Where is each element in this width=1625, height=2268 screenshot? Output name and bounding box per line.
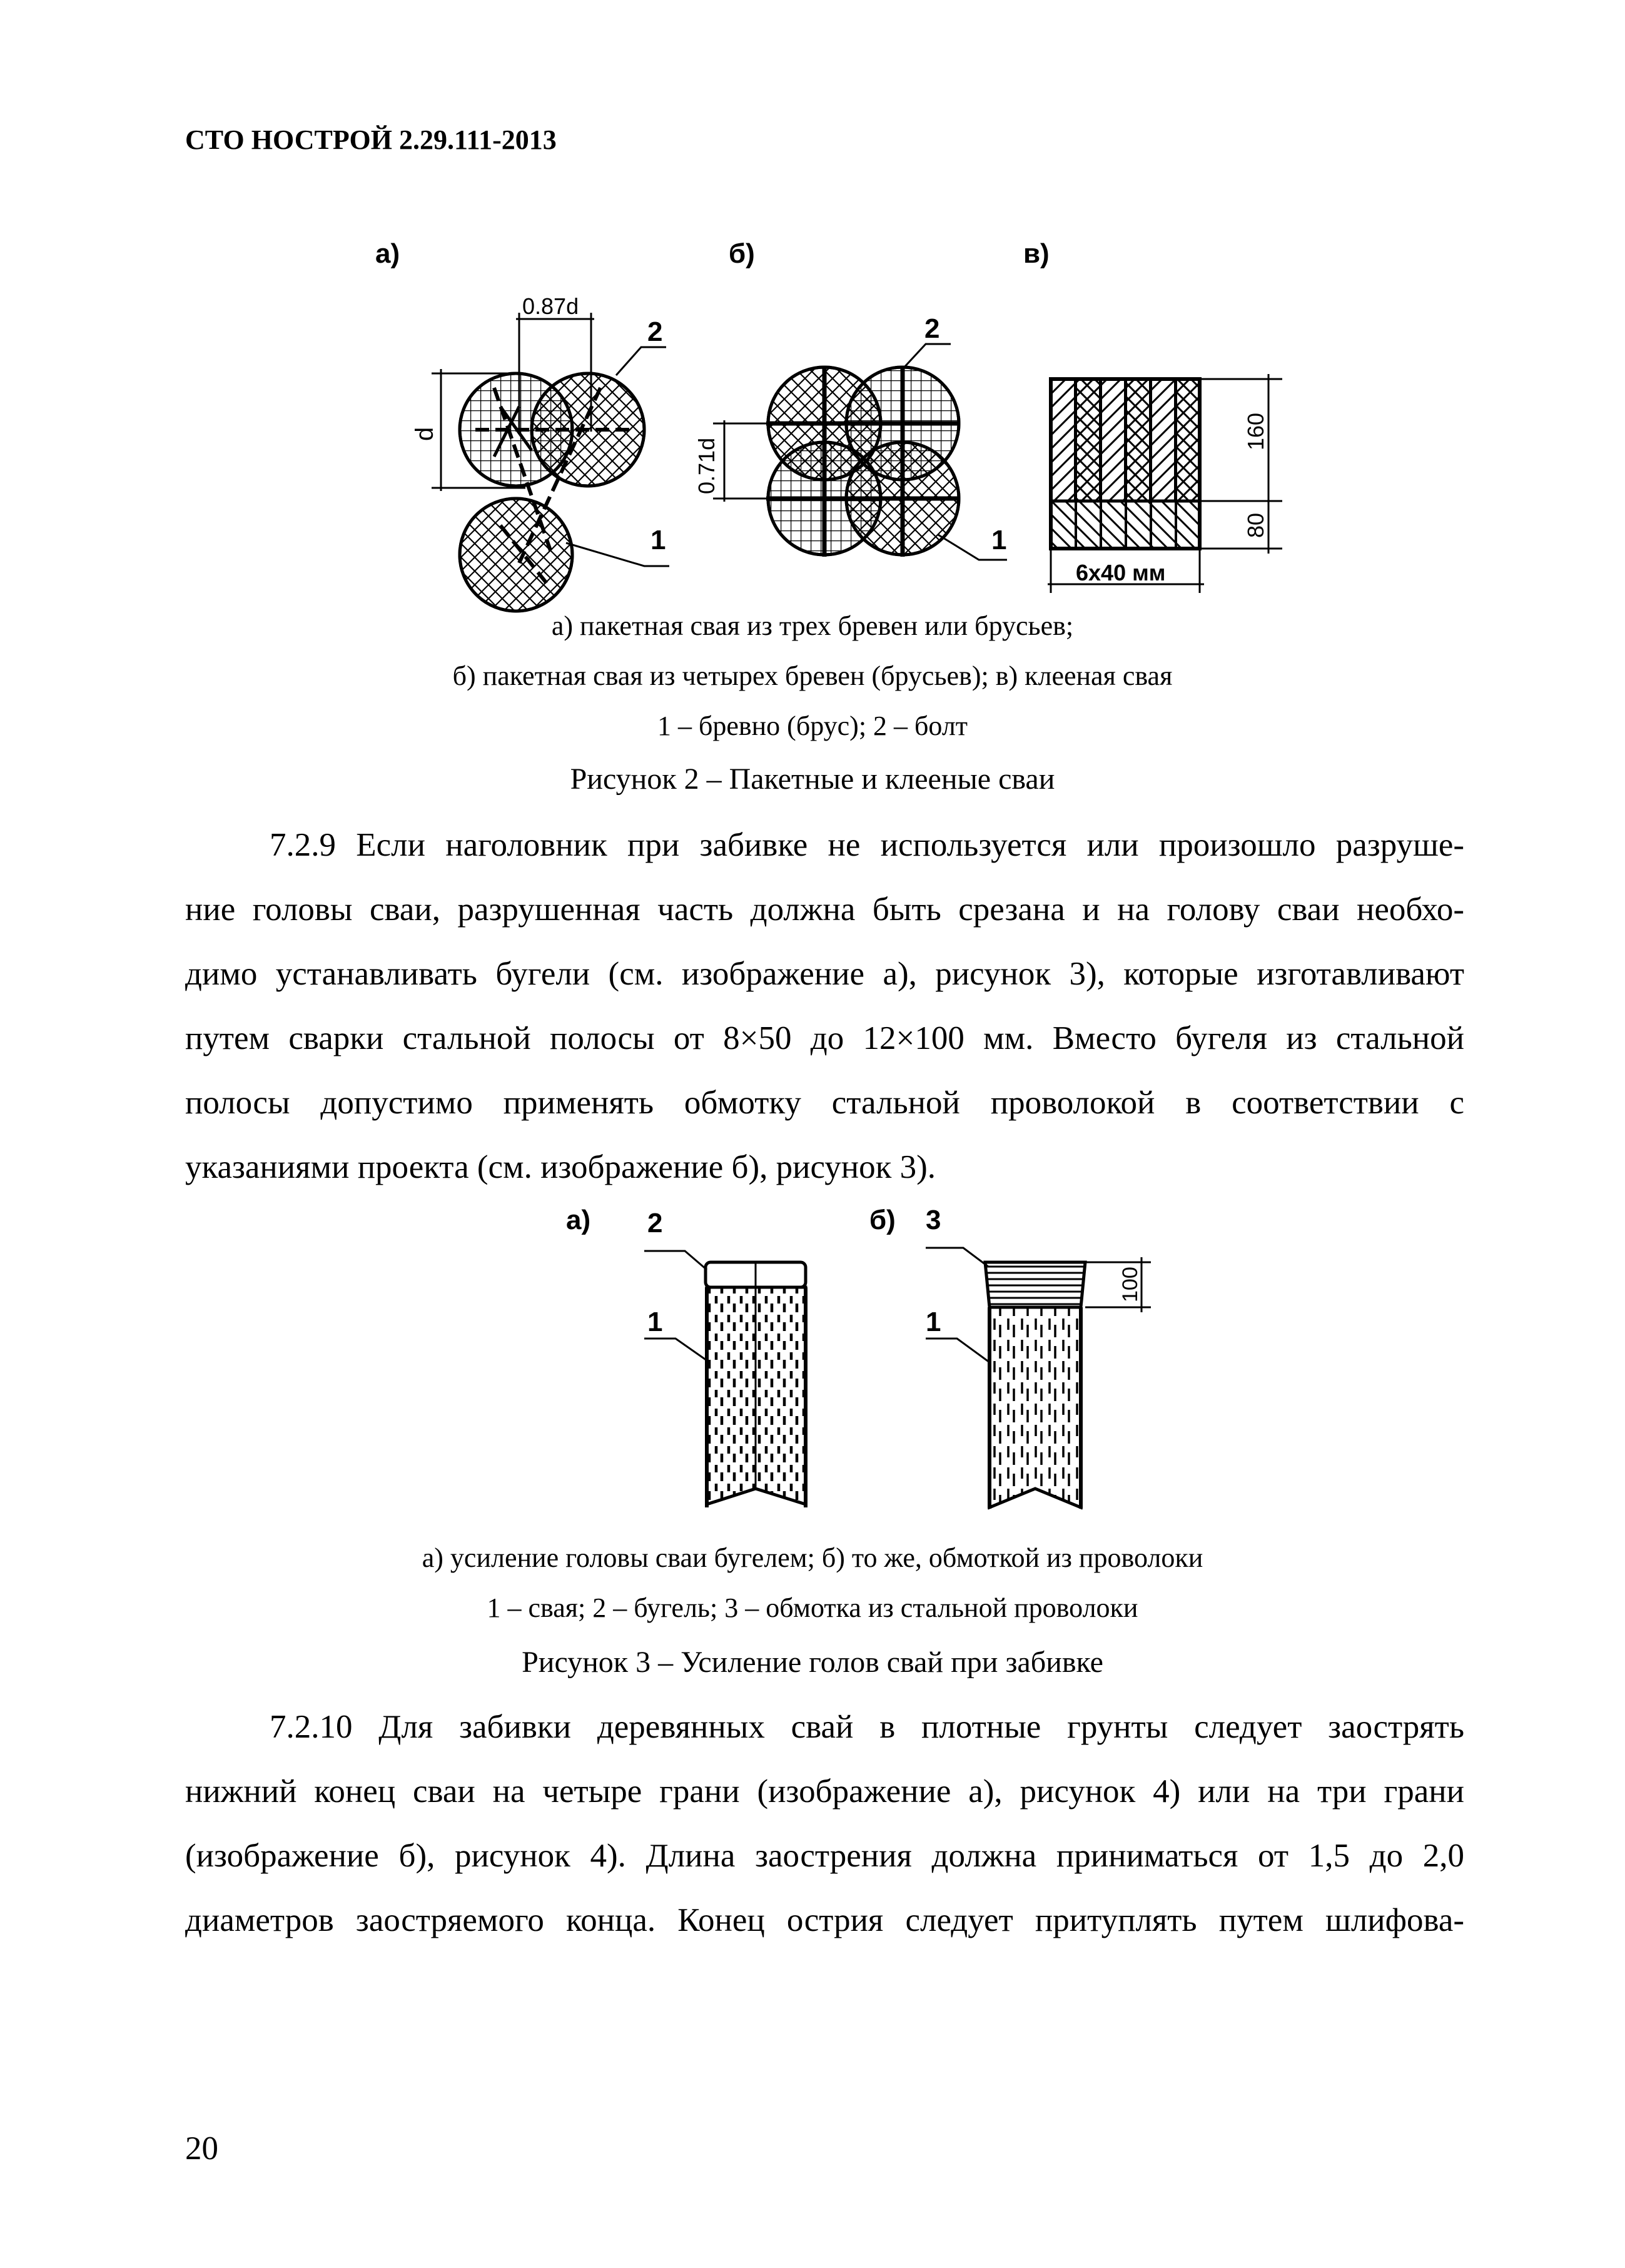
- fig3b-dim-100: 100: [1118, 1267, 1142, 1302]
- fig2-label-b: б): [729, 238, 755, 269]
- paragraph-line: 7.2.9 Если наголовник при забивке не используется или произошло разруше-: [270, 827, 1464, 863]
- fig2a-dim-diameter: d: [411, 427, 438, 441]
- fig2-label-c: в): [1023, 238, 1050, 269]
- paragraph-line: полосы допустимо применять обмотку стальной проволокой в соответствии с: [185, 1085, 1464, 1121]
- fig3-caption-line-1: а) усиление головы сваи бугелем; б) то же, обмоткой из проволоки: [422, 1542, 1203, 1573]
- fig3-label-a: а): [566, 1205, 591, 1235]
- fig2a-callout-log: 1: [651, 525, 666, 555]
- fig3a-callouts: [644, 1251, 707, 1360]
- paragraph-line: ние головы сваи, разрушенная часть должна быть срезана и на голову сваи необхо-: [185, 891, 1464, 928]
- fig3-caption-line-2: 1 – свая; 2 – бугель; 3 – обмотка из стальной проволоки: [487, 1592, 1138, 1623]
- fig2-caption-line-3: 1 – бревно (брус); 2 – болт: [657, 711, 968, 741]
- fig2c-dim-width: 6х40 мм: [1076, 560, 1166, 585]
- paragraph-line: путем сварки стальной полосы от 8×50 до 12×100 мм. Вместо бугеля из стальной: [185, 1020, 1464, 1056]
- fig2b-dim-offset: 0.71d: [694, 437, 719, 494]
- fig2-label-a: а): [375, 238, 400, 269]
- fig2-caption-line-1: а) пакетная свая из трех бревен или брусьев;: [551, 610, 1074, 641]
- paragraph-7-2-10: [185, 1695, 1464, 1953]
- fig2c-dim-80: 80: [1243, 512, 1268, 538]
- fig2c-dim-160: 160: [1243, 412, 1268, 450]
- fig2a-callout-bolt: 2: [647, 316, 663, 347]
- paragraph-line: диаметров заостряемого конца. Конец острия следует притуплять путем шлифова-: [185, 1902, 1464, 1938]
- fig3b-callout-pile: 1: [926, 1307, 941, 1337]
- fig2b-callout-bolt: 2: [924, 313, 940, 344]
- paragraph-line: нижний конец сваи на четыре грани (изображение а), рисунок 4) или на три грани: [185, 1773, 1464, 1810]
- paragraph-line: димо устанавливать бугели (см. изображение а), рисунок 3), которые изготавливают: [185, 956, 1464, 992]
- fig3a-pile-with-ring: [706, 1262, 806, 1507]
- fig3a-callout-pile: 1: [647, 1307, 663, 1337]
- page-number: 20: [185, 2130, 218, 2167]
- fig2-caption-line-2: б) пакетная свая из четырех бревен (брусьев); в) клееная свая: [452, 661, 1173, 691]
- document-header: СТО НОСТРОЙ 2.29.111-2013: [185, 124, 557, 155]
- paragraph-line: указаниями проекта (см. изображение б), рисунок 3).: [185, 1149, 936, 1185]
- fig2b-callout-log: 1: [991, 525, 1007, 555]
- fig3a-callout-ring: 2: [647, 1208, 663, 1238]
- paragraph-line: (изображение б), рисунок 4). Длина заострения должна приниматься от 1,5 до 2,0: [185, 1838, 1464, 1874]
- fig2a-dim-spacing: 0.87d: [522, 293, 579, 319]
- fig3-title: Рисунок 3 – Усиление голов свай при забивке: [522, 1646, 1103, 1679]
- paragraph-line: 7.2.10 Для забивки деревянных свай в плотные грунты следует заострять: [270, 1709, 1464, 1745]
- fig3b-callout-wire: 3: [926, 1205, 941, 1235]
- fig3-label-b: б): [869, 1205, 896, 1235]
- fig2-title: Рисунок 2 – Пакетные и клееные сваи: [570, 762, 1055, 796]
- fig3b-pile-with-wire: [985, 1262, 1085, 1509]
